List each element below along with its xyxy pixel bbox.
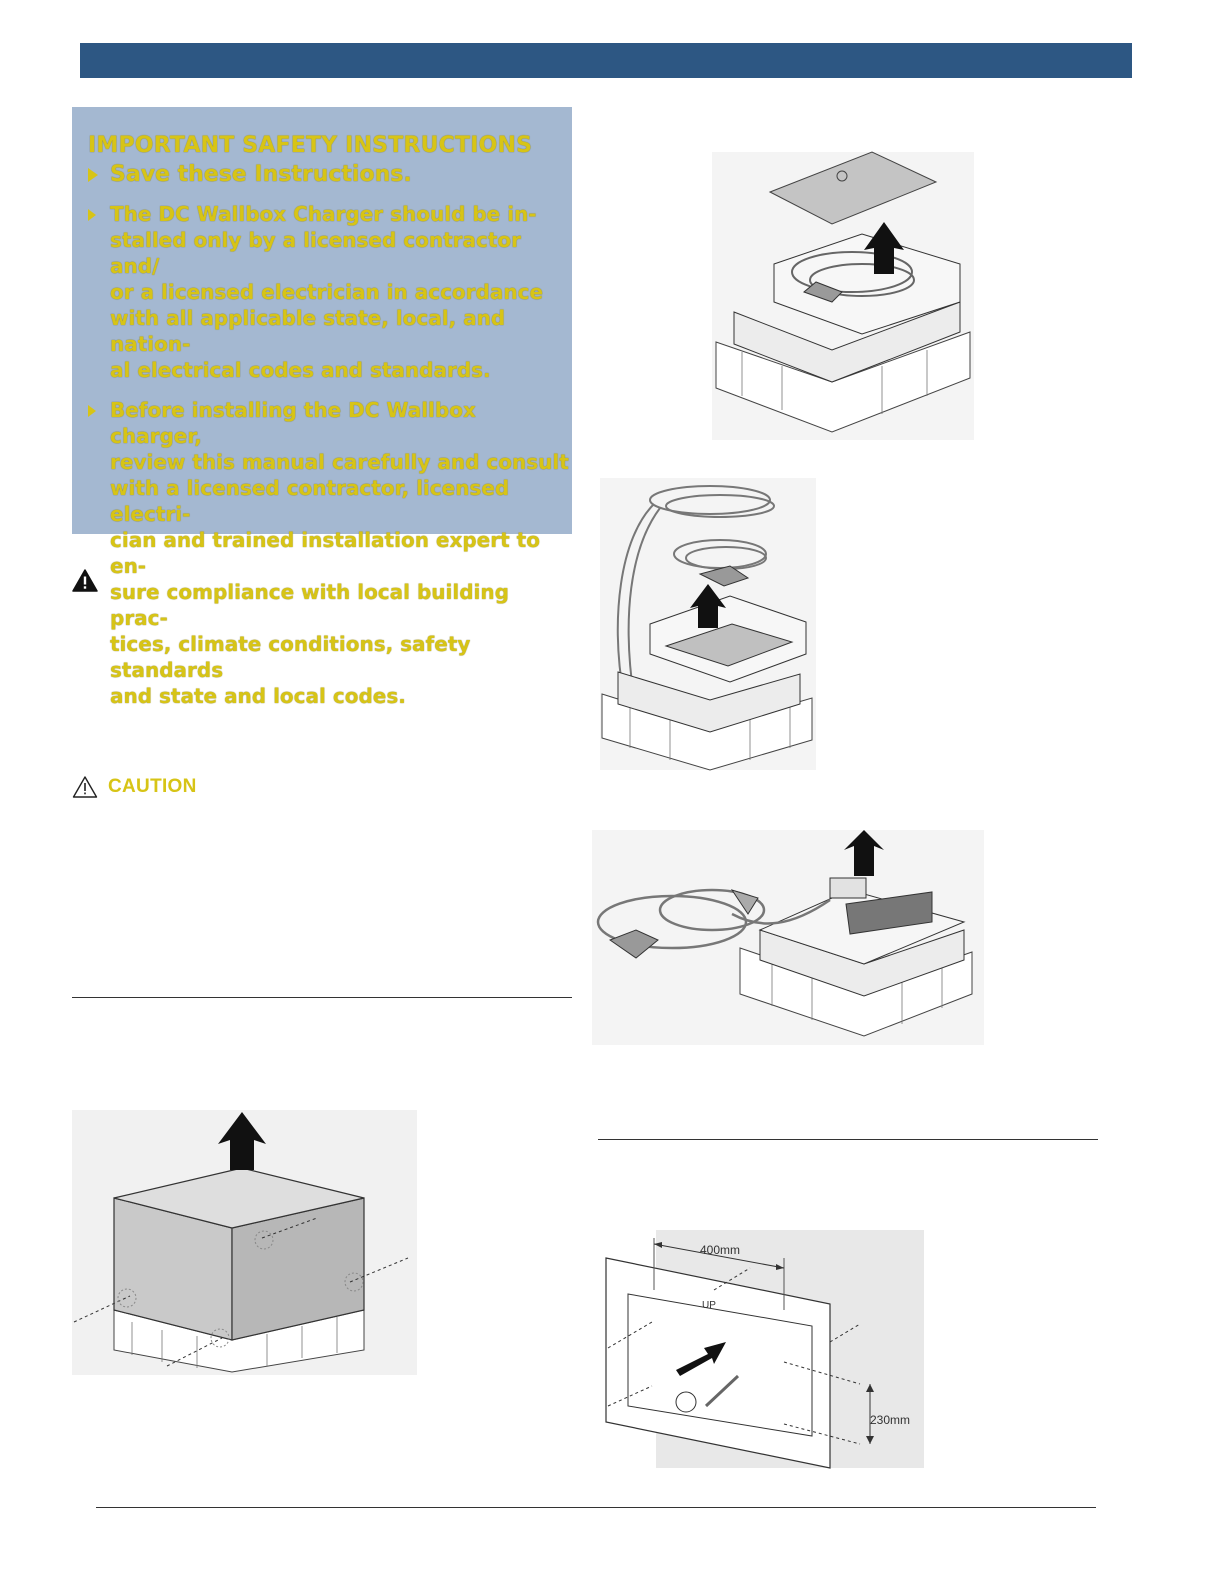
safety-item-text: Before installing the DC Wallbox charger, review this manual carefully and consult with a licensed contractor, licensed electri- cian and trained installation expert to en- sure compliance with local building prac- tices, climate conditions, safety standards and state and local codes. — [110, 398, 569, 708]
bullet-arrow-icon — [88, 168, 98, 182]
template-height-label: 230mm — [870, 1413, 911, 1427]
caution-label: CAUTION — [108, 776, 197, 797]
header-bar — [80, 43, 1132, 78]
safety-item — [88, 397, 572, 709]
remove-top-panel-illustration — [712, 152, 974, 440]
section-divider — [598, 1139, 1098, 1140]
mounting-template-illustration — [604, 1230, 924, 1468]
safety-subtitle: Save these Instructions. — [110, 162, 412, 187]
safety-title: IMPORTANT SAFETY INSTRUCTIONS — [88, 133, 533, 158]
footer-divider — [96, 1507, 1096, 1508]
warning-triangle-outline-icon — [72, 775, 98, 799]
bullet-arrow-icon — [88, 405, 96, 417]
caution-heading — [72, 775, 197, 799]
safety-instructions-box — [72, 107, 572, 708]
safety-item-text: The DC Wallbox Charger should be in- stalled only by a licensed contractor and/ or a licensed electrician in accordance with all applicable state, local, and nation- al electrical codes and standards. — [110, 202, 544, 382]
template-width-label: 400mm — [700, 1243, 741, 1257]
warning-triangle-filled-icon — [72, 569, 98, 593]
safety-subtitle-row — [88, 162, 572, 187]
remove-wallbox-illustration — [592, 830, 984, 1045]
bullet-arrow-icon — [88, 209, 96, 221]
safety-item — [88, 201, 572, 383]
template-up-label: UP — [702, 1300, 716, 1311]
remove-cables-illustration — [600, 478, 816, 770]
section-divider — [72, 997, 572, 998]
unpack-cover-illustration — [72, 1110, 417, 1375]
